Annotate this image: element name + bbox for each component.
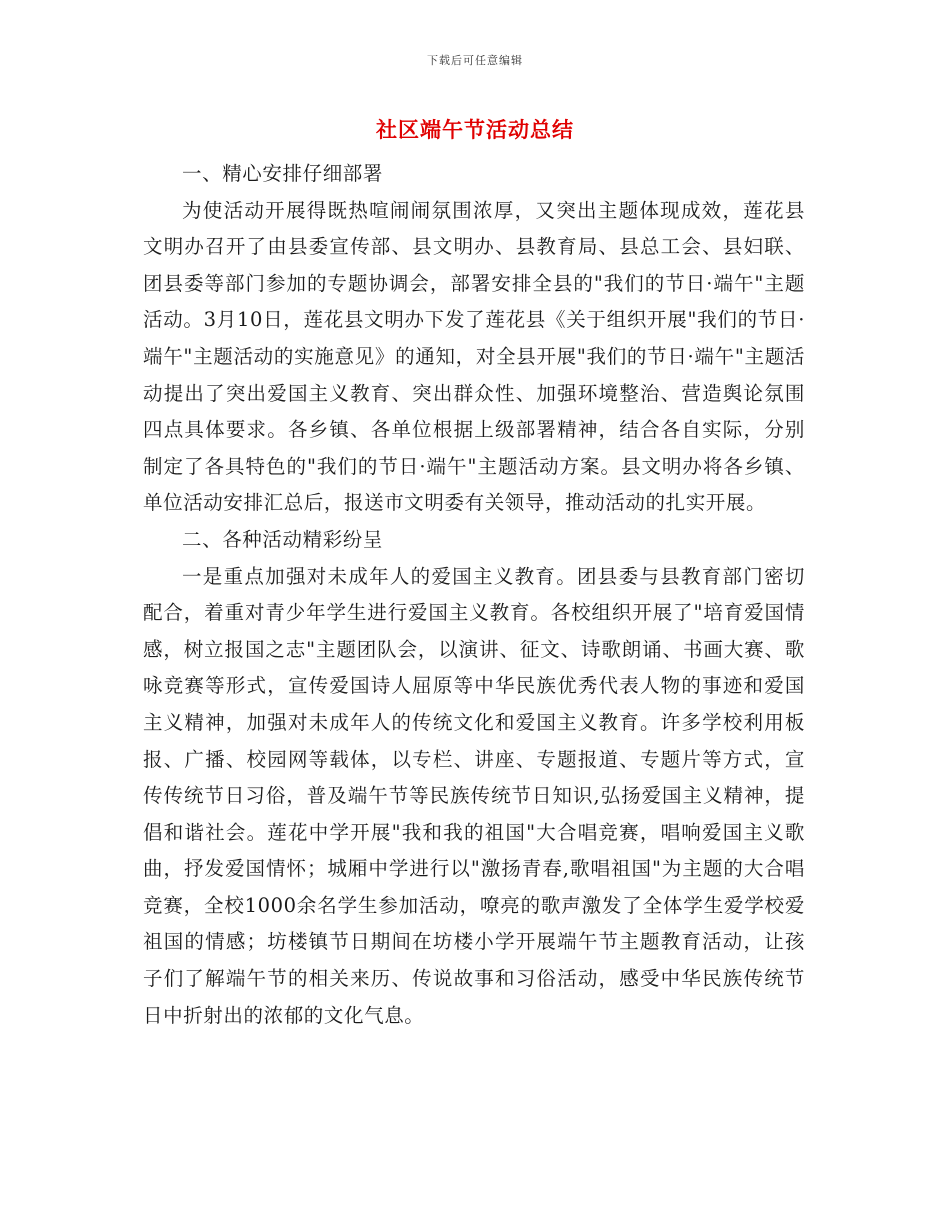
document-body [143, 156, 805, 1034]
section-heading-2: 二、各种活动精彩纷呈 [182, 527, 384, 551]
page-header-note: 下载后可任意编辑 [427, 54, 523, 67]
section-heading-1: 一、精心安排仔细部署 [182, 162, 384, 185]
document-title: 社区端午节活动总结 [376, 117, 574, 142]
body-paragraph-2: 一是重点加强对未成年人的爱国主义教育。团县委与县教育部门密切配合，着重对青少年学生进行爱国主义教育。各校组织开展了"培育爱国情感，树立报国之志"主题团队会，以演讲、征文、诗歌朗诵、书画大赛、歌咏竞赛等形式，宣传爱国诗人屈原等中华民族优秀代表人物的事迹和爱国主义精神，加强对未成年人的传统文化和爱国主义教育。许多学校利用板报、广播、校园网等载体，以专栏、讲座、专题报道、专题片等方式，宣传传统节日习俗，普及端午节等民族传统节日知识,弘扬爱国主义精神，提倡和谐社会。莲花中学开展"我和我的祖国"大合唱竞赛，唱响爱国主义歌曲，抒发爱国情怀；城厢中学进行以"激扬青春,歌唱祖国"为主题的大合唱竞赛，全校1000余名学生参加活动，嘹亮的歌声激发了全体学生爱学校爱祖国的情感；坊楼镇节日期间在坊楼小学开展端午节主题教育活动，让孩子们了解端午节的相关来历、传说故事和习俗活动，感受中华民族传统节日中折射出的浓郁的文化气息。 [143, 564, 805, 1027]
body-paragraph-1: 为使活动开展得既热喧闹闹氛围浓厚，又突出主题体现成效，莲花县文明办召开了由县委宣传部、县文明办、县教育局、县总工会、县妇联、团县委等部门参加的专题协调会，部署安排全县的"我们的节日·端午"主题活动。3月10日，莲花县文明办下发了莲花县《关于组织开展"我们的节日·端午"主题活动的实施意见》的通知，对全县开展"我们的节日·端午"主题活动提出了突出爱国主义教育、突出群众性、加强环境整治、营造舆论氛围四点具体要求。各乡镇、各单位根据上级部署精神，结合各自实际，分别制定了各具特色的"我们的节日·端午"主题活动方案。县文明办将各乡镇、单位活动安排汇总后，报送市文明委有关领导，推动活动的扎实开展。 [143, 198, 805, 515]
